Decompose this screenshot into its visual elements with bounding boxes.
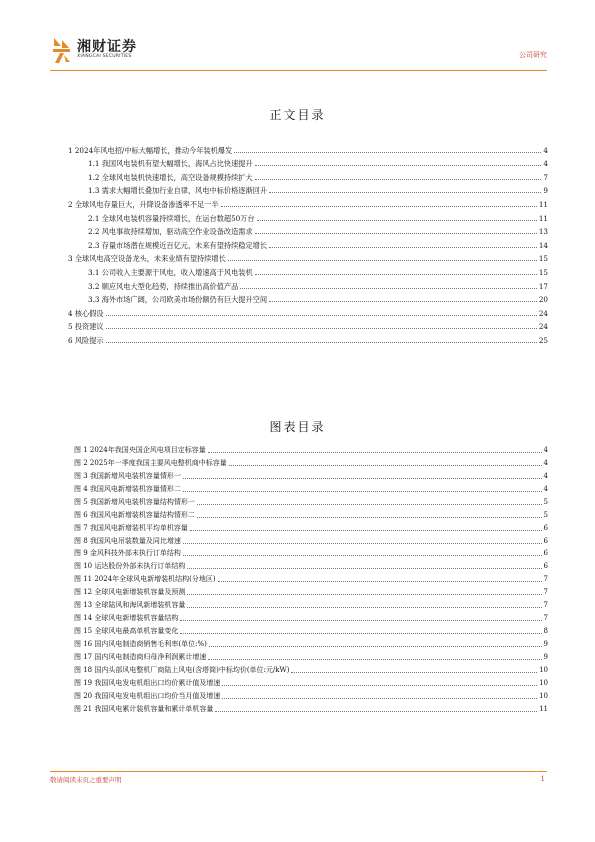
toc-entry-page: 13 [538,227,548,237]
figure-entry-label: 图 16 国内风电制造商销售毛利率(单位:%) [74,640,207,648]
figure-entry-page: 5 [543,510,548,519]
figure-entry-page: 5 [543,497,548,506]
figure-entry[interactable] [74,649,548,662]
toc-entry[interactable] [68,277,548,291]
figure-entry-label: 图 3 我国新增风电装机容量情形一 [74,471,181,480]
dot-leader [221,205,537,207]
toc-entry-page: 24 [538,308,548,318]
figure-entry-label: 图 21 我国风电累计装机容量和累计单机容量 [74,704,214,713]
figure-entry-label: 图 1 2024年我国央国企风电项目定标容量 [74,445,206,454]
footer-divider [50,771,547,772]
dot-leader [255,273,537,275]
figure-entry-page: 4 [543,471,548,480]
dot-leader [106,341,537,343]
figure-entry-label: 图 18 国内头部风电整机厂商陆上风电(含塔筒)中标均价(单位:元/kW) [74,665,290,674]
figure-entry-page: 6 [543,523,548,532]
figure-entry-page: 7 [543,614,548,623]
dot-leader [183,554,542,556]
figure-entry-page: 9 [543,652,548,661]
dot-leader [228,259,537,261]
toc-entry-label: 6 风险提示 [68,335,104,345]
toc-entry-label: 3 全球风电高空设备龙头，未来业绩有望持续增长 [68,254,226,264]
figure-entry-page: 6 [543,536,548,545]
figure-entry[interactable] [74,507,548,520]
dot-leader [209,645,542,647]
figure-entry-label: 图 17 国内风电制造商归母净利润累计增速 [74,652,207,661]
figure-entry[interactable] [74,675,548,688]
dot-leader [215,710,537,712]
dot-leader [269,191,541,193]
figure-entry-page: 6 [543,562,548,571]
toc-entry[interactable] [68,155,548,169]
report-header [50,36,547,68]
toc-entry-page: 4 [543,159,548,169]
dot-leader [106,327,537,329]
dot-leader [208,451,542,453]
figure-entry-page: 6 [543,549,548,558]
toc-entry[interactable] [68,168,548,182]
toc-entry[interactable] [68,223,548,237]
toc-list [68,141,548,345]
toc-entry-label: 1 2024年风电招/中标大幅增长，推动今年装机爆发 [68,145,233,155]
toc-entry[interactable] [68,141,548,155]
figure-entry-page: 4 [543,458,548,467]
figure-entry-page: 9 [543,640,548,648]
figures-title: 图表目录 [269,420,326,434]
dot-leader [180,619,541,621]
dot-leader [197,516,542,518]
figure-entry[interactable] [74,533,548,546]
brand-name-en: XIANGCAI SECURITIES [77,54,132,59]
dot-leader [218,580,542,582]
dot-leader [222,697,537,699]
toc-entry-label: 3.1 公司收入主要源于风电，收入增速高于风电装机 [88,267,253,277]
toc-entry[interactable] [68,182,548,196]
page-number: 1 [540,775,545,783]
figure-entry-page: 8 [543,627,548,636]
dot-leader [255,232,537,234]
figure-entry-page: 10 [539,678,548,687]
dot-leader [190,529,542,531]
figure-entry[interactable] [74,558,548,571]
dot-leader [183,542,542,544]
dot-leader [229,464,542,466]
figure-entry-page: 10 [539,691,548,700]
figure-entry-label: 图 13 全球陆风和海风新增装机容量 [74,601,186,610]
toc-entry-label: 1.3 需求大幅增长叠加行业自律，风电中标价格逐渐回升 [88,186,268,196]
figure-entry-page: 7 [543,588,548,597]
figure-entry-page: 4 [543,484,548,493]
toc-entry[interactable] [68,236,548,250]
figure-entry[interactable] [74,481,548,494]
dot-leader [222,684,537,686]
xiangcai-logo-icon [50,36,72,64]
figure-entry-label: 图 14 全球风电新增装机容量结构 [74,614,179,623]
toc-entry-label: 5 投资建议 [68,322,104,332]
toc-entry[interactable] [68,331,548,345]
toc-entry-page: 4 [543,145,548,155]
dot-leader [255,178,542,180]
dot-leader [106,314,537,316]
figure-entry[interactable] [74,597,548,610]
toc-entry[interactable] [68,209,548,223]
figure-entry-label: 图 5 我国新增风电装机容量结构情形一 [74,497,195,506]
figure-entry-page: 10 [539,665,548,674]
figure-entry[interactable] [74,494,548,507]
report-type-label: 公司研究 [519,51,547,59]
toc-entry-label: 1.2 全球风电装机快速增长，高空设备规模持续扩大 [88,172,253,182]
figure-entry-label: 图 8 我国风电吊装数量及同比增速 [74,536,181,545]
toc-entry-label: 3.3 海外市场广阔，公司欧美市场份额仍有巨大提升空间 [88,295,268,305]
toc-entry-label: 2.2 风电事故持续增加，驱动高空作业设备改造需求 [88,227,253,237]
figure-entry[interactable] [74,623,548,636]
toc-entry-page: 11 [538,213,548,223]
dot-leader [187,606,541,608]
dot-leader [240,287,537,289]
figure-entry-label: 图 15 全球风电最高单机容量变化 [74,627,179,636]
toc-entry[interactable] [68,195,548,209]
dot-leader [180,632,541,634]
toc-entry[interactable] [68,263,548,277]
figure-entry[interactable] [74,520,548,533]
toc-entry-page: 24 [538,322,548,332]
dot-leader [183,490,542,492]
dot-leader [269,300,537,302]
figure-entry-page: 4 [543,445,548,454]
toc-entry-page: 17 [538,281,548,291]
toc-entry-label: 4 核心假设 [68,308,104,318]
figure-entry[interactable] [74,662,548,675]
toc-entry-page: 7 [543,172,548,182]
toc-entry-label: 1.1 我国风电装机有望大幅增长，海风占比快速提升 [88,159,253,169]
toc-entry[interactable] [68,250,548,264]
figure-entry-label: 图 12 全球风电新增装机容量及预测 [74,588,186,597]
dot-leader [197,503,542,505]
dot-leader [234,151,541,153]
figure-entry-label: 图 4 我国风电新增装机容量情形二 [74,484,181,493]
figure-entry[interactable] [74,584,548,597]
figure-entry[interactable] [74,468,548,481]
figure-entry-label: 图 10 运达股份外部未执行订单结构 [74,562,186,571]
toc-entry-page: 9 [543,186,548,196]
figure-entry-page: 7 [543,575,548,584]
toc-entry-label: 2.3 存量市场潜在规模近百亿元，未来有望持续稳定增长 [88,240,268,250]
figure-entry[interactable] [74,701,548,714]
toc-entry[interactable] [68,304,548,318]
figure-entry[interactable] [74,546,548,559]
figure-entry-label: 图 2 2025年一季度我国主要风电整机商中标容量 [74,458,227,467]
figure-entry[interactable] [74,571,548,584]
figure-entry[interactable] [74,455,548,468]
figure-entry-label: 图 9 金风科技外部未执行订单结构 [74,549,181,558]
figure-entry[interactable] [74,610,548,623]
figure-entry-label: 图 7 我国风电新增装机平均单机容量 [74,523,188,532]
dot-leader [291,671,537,673]
figure-entry[interactable] [74,688,548,701]
dot-leader [187,593,541,595]
dot-leader [269,246,537,248]
dot-leader [187,567,541,569]
toc-entry-page: 15 [538,267,548,277]
header-divider [50,70,547,71]
figure-entry-label: 图 19 我国风电发电机组出口均价累计值及增速 [74,678,221,687]
brand-name-cn: 湘财证券 [77,39,137,55]
toc-entry-label: 3.2 顺应风电大型化趋势，持续推出高价值产品 [88,281,239,291]
toc-entry-label: 2 全球风电存量巨大，升降设备渗透率不足一半 [68,199,219,209]
toc-entry-page: 14 [538,240,548,250]
toc-entry-page: 25 [538,335,548,345]
figure-entry-page: 7 [543,601,548,610]
dot-leader [255,164,542,166]
toc-entry-page: 11 [538,199,548,209]
dot-leader [257,219,537,221]
toc-entry-page: 15 [538,254,548,264]
disclaimer-note: 敬请阅读末页之重要声明 [50,776,122,784]
figure-entry-label: 图 6 我国风电新增装机容量结构情形二 [74,510,195,519]
dot-leader [183,477,542,479]
toc-entry-page: 20 [538,295,548,305]
figure-entry[interactable] [74,636,548,649]
toc-title: 正文目录 [269,108,326,122]
figure-entry-label: 图 20 我国风电发电机组出口均价当月值及增速 [74,691,221,700]
dot-leader [208,658,541,660]
toc-entry[interactable] [68,291,548,305]
toc-entry-label: 2.1 全球风电装机容量持续增长，在运台数超50万台 [88,213,255,223]
figure-entry[interactable] [74,442,548,455]
figure-entry-page: 11 [539,704,548,713]
figures-list [74,442,548,714]
toc-entry[interactable] [68,318,548,332]
figure-entry-label: 图 11 2024年全球风电新增装机结构(分地区) [74,575,216,584]
